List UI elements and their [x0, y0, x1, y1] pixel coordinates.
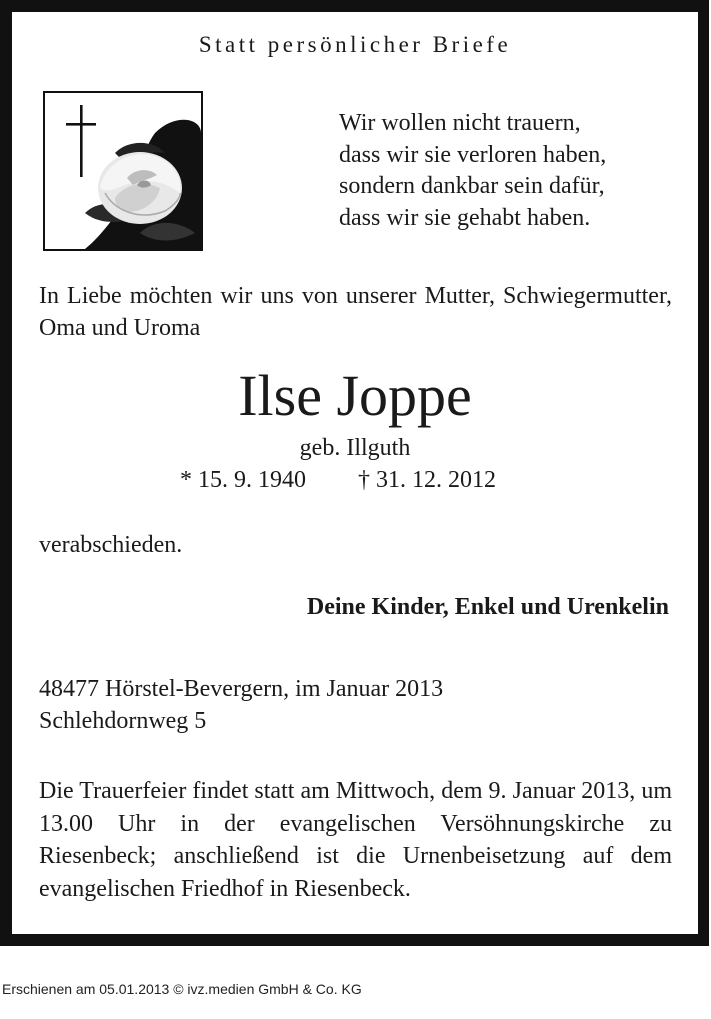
obituary-card [12, 12, 698, 934]
deceased-name: Ilse Joppe [238, 363, 472, 428]
notice-header: Statt persönlicher Briefe [198, 32, 512, 57]
birth-date: * 15. 9. 1940 [180, 467, 306, 493]
service-info: Die Trauerfeier findet statt am Mittwoch, dem 9. Januar 2013, um 13.00 Uhr in der evangelischen Versöhnungskirche zu Riesenbeck; anschließend ist die Urnenbeisetzung auf dem evangelischen Friedhof in Riesenbeck. [39, 778, 672, 902]
cross-icon [66, 105, 96, 177]
death-date: † 31. 12. 2012 [358, 467, 496, 493]
rose-icon [98, 152, 182, 224]
farewell-text: verabschieden. [39, 532, 183, 558]
poem-line: dass wir sie gehabt haben. [339, 204, 591, 231]
poem-line: Wir wollen nicht trauern, [339, 110, 581, 136]
poem-line: sondern dankbar sein dafür, [339, 173, 605, 199]
intro-text: In Liebe möchten wir uns von unserer Mutter, Schwiegermutter, Oma und Uroma [39, 283, 672, 341]
rose-photo [43, 91, 203, 251]
address-line: Schlehdornweg 5 [39, 708, 207, 734]
signers: Deine Kinder, Enkel und Urenkelin [306, 594, 669, 620]
poem-line: dass wir sie verloren haben, [339, 141, 607, 168]
maiden-name: geb. Illguth [299, 435, 411, 461]
life-dates [180, 467, 496, 494]
address-line: 48477 Hörstel-Bevergern, im Januar 2013 [39, 676, 444, 702]
publication-footer: Erschienen am 05.01.2013 © ivz.medien GmbH & Co. KG [2, 981, 362, 997]
address [39, 673, 443, 737]
rose-image [45, 93, 201, 249]
poem [339, 108, 606, 234]
